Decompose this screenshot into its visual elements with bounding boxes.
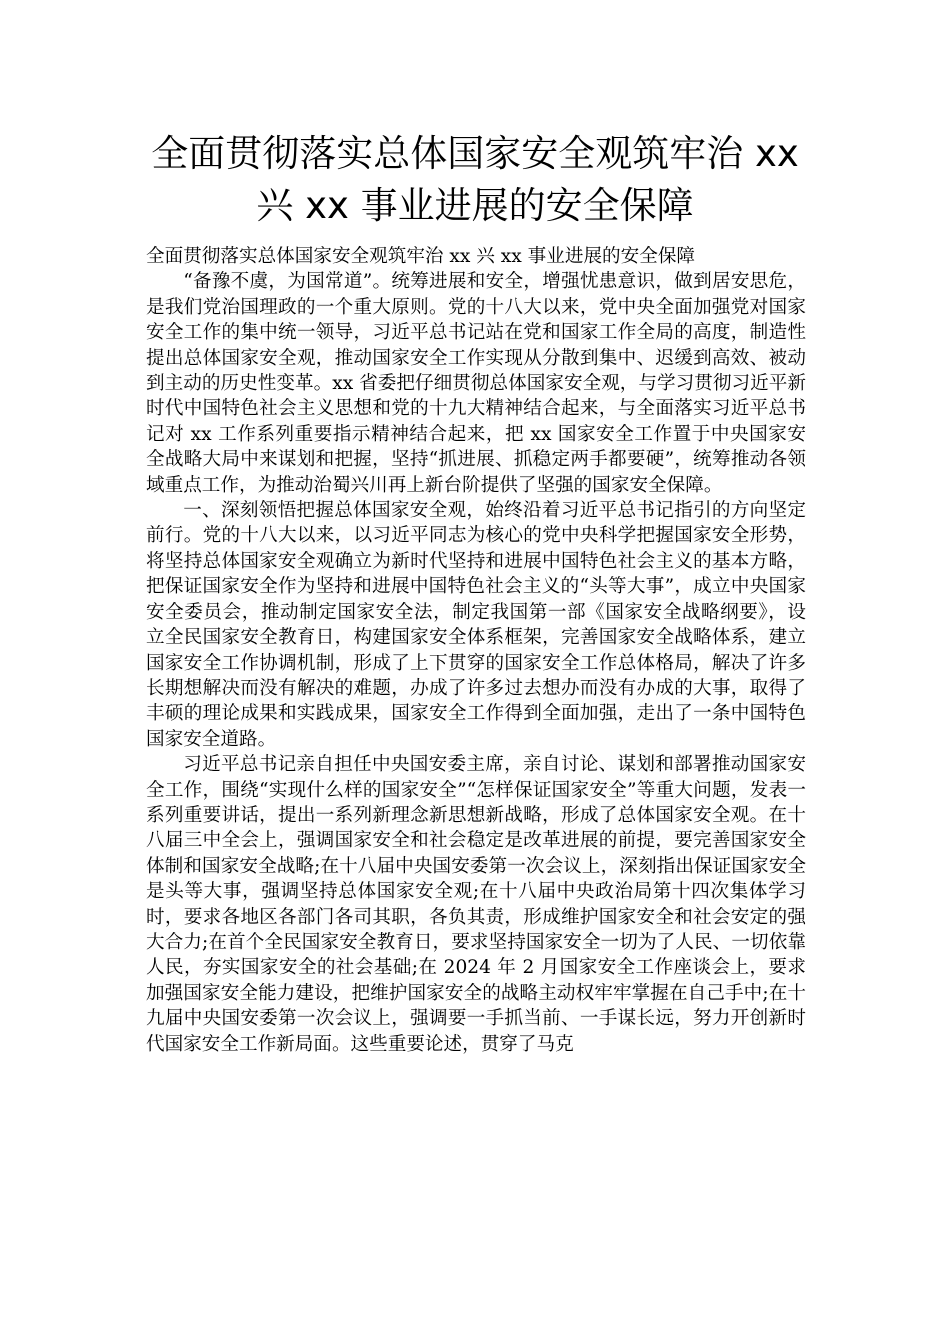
body-paragraph-speeches: 习近平总书记亲自担任中央国安委主席，亲自讨论、谋划和部署推动国家安全工作，围绕“实现什么样的国家安全”“怎样保证国家安全”等重大问题，发表一系列重要讲话，提出一系列新理念新思想新战略，形成了总体国家安全观。在十八届三中全会上，强调国家安全和社会稳定是改革进展的前提，要完善国家安全体制和国家安全战略;在十八届中央国安委第一次会议上，深刻指出保证国家安全是头等大事，强调坚持总体国家安全观;在十八届中央政治局第十四次集体学习时，要求各地区各部门各司其职，各负其责，形成维护国家安全和社会安定的强大合力;在首个全民国家安全教育日，要求坚持国家安全一切为了人民、一切依靠人民，夯实国家安全的社会基础;在 2024 年 2 月国家安全工作座谈会上，要求加强国家安全能力建设，把维护国家安全的战略主动权牢牢掌握在自己手中;在十九届中央国安委第一次会议上，强调要一手抓当前、一手谋长远，努力开创新时代国家安全工作新局面。这些重要论述，贯穿了马克 — [146, 754, 806, 1055]
document-body — [146, 244, 806, 1057]
body-paragraph-section-one: 一、深刻领悟把握总体国家安全观，始终沿着习近平总书记指引的方向坚定前行。党的十八大以来，以习近平同志为核心的党中央科学把握国家安全形势，将坚持总体国家安全观确立为新时代坚持和进展中国特色社会主义的基本方略，把保证国家安全作为坚持和进展中国特色社会主义的“头等大事”，成立中央国家安全委员会，推动制定国家安全法，制定我国第一部《国家安全战略纲要》，设立全民国家安全教育日，构建国家安全体系框架，完善国家安全战略体系，建立国家安全工作协调机制，形成了上下贯穿的国家安全工作总体格局，解决了许多长期想解决而没有解决的难题，办成了许多过去想办而没有办成的大事，取得了丰硕的理论成果和实践成果，国家安全工作得到全面加强，走出了一条中国特色国家安全道路。 — [146, 500, 806, 750]
document-title-line-2: 兴 xx 事业进展的安全保障 — [256, 184, 694, 227]
body-paragraph-intro: “备豫不虞，为国常道”。统筹进展和安全，增强忧患意识，做到居安思危，是我们党治国理政的一个重大原则。党的十八大以来，党中央全面加强党对国家安全工作的集中统一领导，习近平总书记站在党和国家工作全局的高度，制造性提出总体国家安全观，推动国家安全工作实现从分散到集中、迟缓到高效、被动到主动的历史性变革。xx 省委把仔细贯彻总体国家安全观，与学习贯彻习近平新时代中国特色社会主义思想和党的十九大精神结合起来，与全面落实习近平总书记对 xx 工作系列重要指示精神结合起来，把 xx 国家安全工作置于中央国家安全战略大局中来谋划和把握，坚持“抓进展、抓稳定两手都要硬”，统筹推动各领域重点工作，为推动治蜀兴川再上新台阶提供了坚强的国家安全保障。 — [146, 271, 806, 496]
document-title — [100, 128, 850, 232]
document-title-line-1: 全面贯彻落实总体国家安全观筑牢治 xx — [151, 132, 799, 175]
body-paragraph-title-repeat: 全面贯彻落实总体国家安全观筑牢治 xx 兴 xx 事业进展的安全保障 — [146, 246, 696, 267]
